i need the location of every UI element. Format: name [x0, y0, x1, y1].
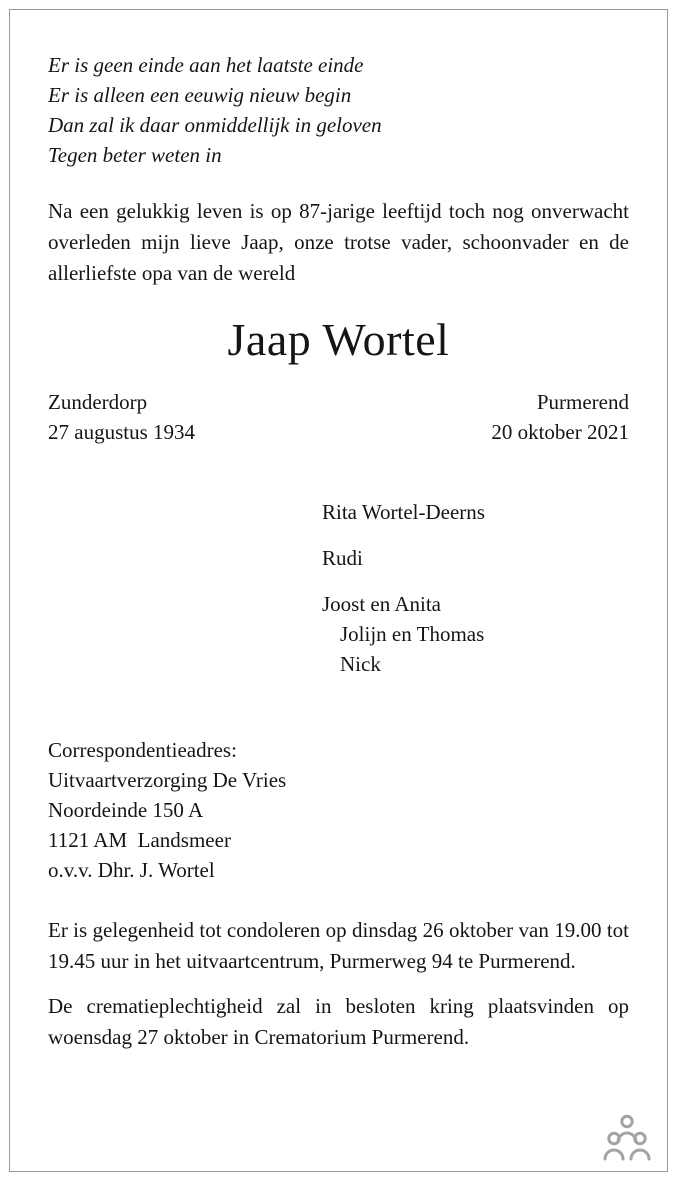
- family-list: [322, 497, 629, 679]
- birth-info: [48, 387, 195, 447]
- death-info: [491, 387, 629, 447]
- people-icon: [601, 1111, 653, 1163]
- correspondence-line: Noordeinde 150 A: [48, 798, 204, 822]
- correspondence-line: o.v.v. Dhr. J. Wortel: [48, 858, 215, 882]
- family-member: Nick: [340, 652, 381, 676]
- birth-date: 27 augustus 1934: [48, 420, 195, 444]
- announcement-text: Na een gelukkig leven is op 87-jarige leeftijd toch nog onverwacht overleden mijn lieve Jaap, onze trotse vader, schoonvader en de allerliefste opa van de wereld: [48, 199, 629, 285]
- poem: [48, 50, 629, 170]
- poem-line: Er is alleen een eeuwig nieuw begin: [48, 83, 352, 107]
- death-date: 20 oktober 2021: [491, 420, 629, 444]
- poem-line: Er is geen einde aan het laatste einde: [48, 53, 364, 77]
- deceased-name: Jaap Wortel: [227, 314, 450, 365]
- correspondence-label: Correspondentieadres:: [48, 738, 237, 762]
- family-member: Joost en Anita: [322, 592, 441, 616]
- poem-line: Dan zal ik daar onmiddellijk in geloven: [48, 113, 382, 137]
- birth-place: Zunderdorp: [48, 390, 148, 414]
- family-member: Jolijn en Thomas: [340, 622, 485, 646]
- obituary-card: [9, 9, 668, 1172]
- family-member: Rudi: [322, 546, 363, 570]
- condolence-text: Er is gelegenheid tot condoleren op dinsdag 26 oktober van 19.00 tot 19.45 uur in het uitvaartcentrum, Purmerweg 94 te Purmerend.: [48, 918, 629, 973]
- correspondence-line: 1121 AM Landsmeer: [48, 828, 231, 852]
- poem-line: Tegen beter weten in: [48, 143, 222, 167]
- correspondence-line: Uitvaartverzorging De Vries: [48, 768, 287, 792]
- correspondence-block: [48, 735, 629, 885]
- cremation-text: De crematieplechtigheid zal in besloten kring plaatsvinden op woensdag 27 oktober in Crematorium Purmerend.: [48, 994, 629, 1049]
- family-member: Rita Wortel-Deerns: [322, 500, 485, 524]
- death-place: Purmerend: [536, 390, 629, 414]
- birth-death-row: [48, 387, 629, 447]
